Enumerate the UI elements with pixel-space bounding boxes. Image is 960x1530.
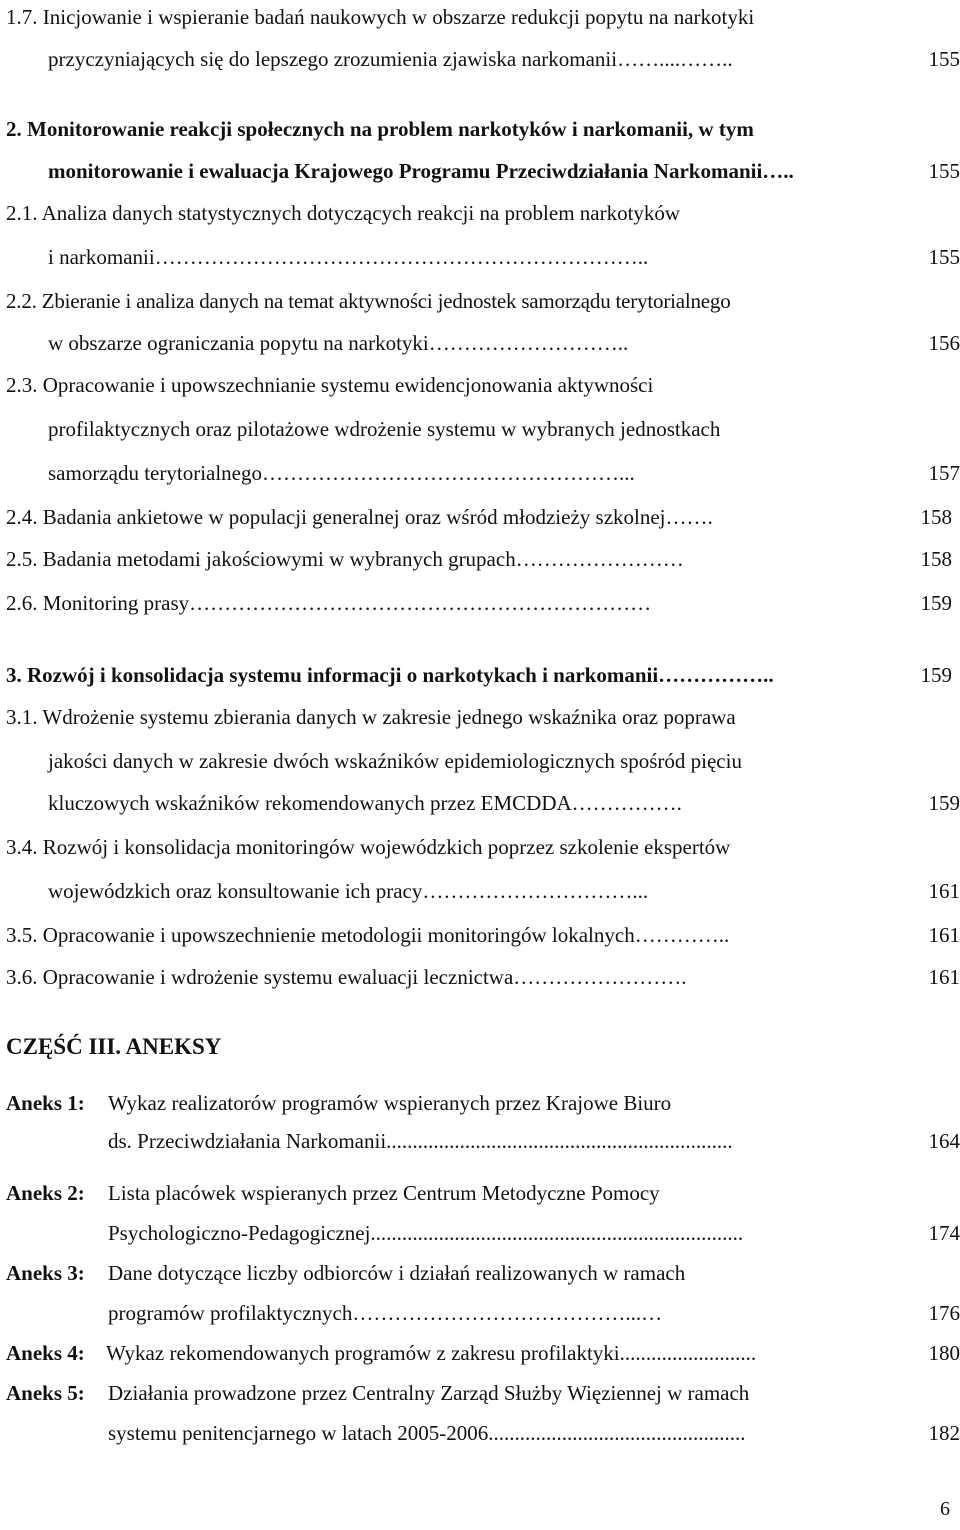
toc-page-number: 155 <box>928 47 960 71</box>
toc-entry-text: w obszarze ograniczania popytu na narkotyki……………………….. <box>48 331 629 355</box>
toc-entry-2-5 <box>0 544 960 582</box>
toc-entry-2-6 <box>0 588 960 626</box>
annex-label: Aneks 3: <box>6 1261 85 1285</box>
toc-entry-2-4 <box>0 502 960 540</box>
toc-entry-text: 2.1. Analiza danych statystycznych dotyczących reakcji na problem narkotyków <box>6 201 681 225</box>
toc-page-number: 161 <box>928 923 960 947</box>
toc-page-number: 174 <box>928 1221 960 1245</box>
toc-page-number: 157 <box>928 461 960 485</box>
annex-1-cont <box>0 1126 960 1164</box>
toc-entry-2-3 <box>0 370 960 408</box>
toc-entry-text: monitorowanie i ewaluacja Krajowego Programu Przeciwdziałania Narkomanii….. <box>48 159 794 183</box>
toc-entry-text: przyczyniających się do lepszego zrozumienia zjawiska narkomanii……....…….. <box>48 47 733 71</box>
annex-text: Wykaz realizatorów programów wspieranych przez Krajowe Biuro <box>108 1091 672 1115</box>
toc-entry-text: 2.6. Monitoring prasy………………………………………………………… <box>6 591 652 615</box>
toc-page-number: 161 <box>928 965 960 989</box>
toc-entry-text: 3.1. Wdrożenie systemu zbierania danych w zakresie jednego wskaźnika oraz poprawa <box>6 705 736 729</box>
toc-entry-text: 2.5. Badania metodami jakościowymi w wybranych grupach…………………… <box>6 547 684 571</box>
toc-entry-text: wojewódzkich oraz konsultowanie ich pracy…………………………... <box>48 879 649 903</box>
toc-entry-2-1 <box>0 198 960 236</box>
toc-entry-text: profilaktycznych oraz pilotażowe wdrożenie systemu w wybranych jednostkach <box>48 417 721 441</box>
toc-entry-2-cont <box>0 156 960 194</box>
toc-entry-2-2 <box>0 286 960 324</box>
toc-page-number: 159 <box>928 791 960 815</box>
toc-entry-1-7-cont <box>0 44 960 82</box>
annex-3-cont <box>0 1298 960 1336</box>
toc-entry-2 <box>0 114 960 152</box>
toc-page-number: 158 <box>920 505 952 529</box>
toc-page-number: 155 <box>928 245 960 269</box>
annex-1 <box>0 1088 960 1126</box>
toc-entry-text: 3.4. Rozwój i konsolidacja monitoringów wojewódzkich poprzez szkolenie ekspertów <box>6 835 731 859</box>
toc-entry-3-1 <box>0 702 960 740</box>
annex-label: Aneks 2: <box>6 1181 85 1205</box>
toc-page-number: 180 <box>928 1341 960 1365</box>
toc-page-number: 159 <box>920 663 952 687</box>
toc-page-number: 156 <box>928 331 960 355</box>
annex-text: Wykaz rekomendowanych programów z zakresu profilaktyki.......................... <box>106 1341 757 1365</box>
toc-entry-text: 2.4. Badania ankietowe w populacji generalnej oraz wśród młodzieży szkolnej……. <box>6 505 713 529</box>
annex-text: systemu penitencjarnego w latach 2005-2006................................................. <box>108 1421 746 1445</box>
toc-entry-2-3-cont2 <box>0 458 960 496</box>
toc-entry-3-5 <box>0 920 960 958</box>
toc-page-number: 164 <box>928 1129 960 1153</box>
toc-page-number: 159 <box>920 591 952 615</box>
annex-label: Aneks 5: <box>6 1381 85 1405</box>
annex-text: Działania prowadzone przez Centralny Zarząd Służby Więziennej w ramach <box>108 1381 750 1405</box>
toc-entry-2-3-cont1 <box>0 414 960 452</box>
toc-entry-text: kluczowych wskaźników rekomendowanych przez EMCDDA……………. <box>48 791 682 815</box>
annex-text: ds. Przeciwdziałania Narkomanii.................................................................. <box>108 1129 733 1153</box>
annex-text: programów profilaktycznych…………………………………...… <box>108 1301 663 1325</box>
toc-entry-text: 3. Rozwój i konsolidacja systemu informacji o narkotykach i narkomanii…………….. <box>6 663 774 687</box>
toc-entry-3 <box>0 660 960 698</box>
annex-3 <box>0 1258 960 1296</box>
toc-entry-text: jakości danych w zakresie dwóch wskaźników epidemiologicznych spośród pięciu <box>48 749 742 773</box>
toc-entry-2-1-cont <box>0 242 960 280</box>
annex-5-cont <box>0 1418 960 1456</box>
toc-page-number: 176 <box>928 1301 960 1325</box>
annex-5 <box>0 1378 960 1416</box>
page-number: 6 <box>940 1498 950 1520</box>
toc-entry-text: samorządu terytorialnego……………………………………………... <box>48 461 635 485</box>
toc-entry-text: 2.2. Zbieranie i analiza danych na temat aktywności jednostek samorządu terytorialnego <box>6 289 731 313</box>
annex-2-cont <box>0 1218 960 1256</box>
section-heading: CZĘŚĆ III. ANEKSY <box>6 1034 222 1059</box>
toc-entry-text: 3.6. Opracowanie i wdrożenie systemu ewaluacji lecznictwa……………………. <box>6 965 687 989</box>
toc-page-number: 158 <box>920 547 952 571</box>
toc-entry-3-4 <box>0 832 960 870</box>
toc-entry-3-1-cont2 <box>0 788 960 826</box>
annex-text: Dane dotyczące liczby odbiorców i działań realizowanych w ramach <box>108 1261 686 1285</box>
toc-entry-3-1-cont1 <box>0 746 960 784</box>
annex-4 <box>0 1338 960 1376</box>
annex-text: Psychologiczno-Pedagogicznej....................................................................... <box>108 1221 744 1245</box>
toc-entry-text: i narkomanii…………………………………………………………….. <box>48 245 649 269</box>
toc-page-number: 161 <box>928 879 960 903</box>
annex-text: Lista placówek wspieranych przez Centrum Metodyczne Pomocy <box>108 1181 660 1205</box>
toc-entry-3-6 <box>0 962 960 1000</box>
toc-entry-1-7 <box>0 2 960 40</box>
annex-label: Aneks 1: <box>6 1091 85 1115</box>
annex-2 <box>0 1178 960 1216</box>
toc-entry-text: 3.5. Opracowanie i upowszechnienie metodologii monitoringów lokalnych………….. <box>6 923 730 947</box>
annex-label: Aneks 4: <box>6 1341 85 1365</box>
toc-entry-text: 1.7. Inicjowanie i wspieranie badań naukowych w obszarze redukcji popytu na narkotyki <box>6 5 755 29</box>
toc-entry-text: 2.3. Opracowanie i upowszechnianie systemu ewidencjonowania aktywności <box>6 373 654 397</box>
toc-entry-text: 2. Monitorowanie reakcji społecznych na problem narkotyków i narkomanii, w tym <box>6 117 754 141</box>
toc-page-number: 182 <box>928 1421 960 1445</box>
toc-entry-2-2-cont <box>0 328 960 366</box>
toc-page-number: 155 <box>928 159 960 183</box>
toc-entry-3-4-cont <box>0 876 960 914</box>
